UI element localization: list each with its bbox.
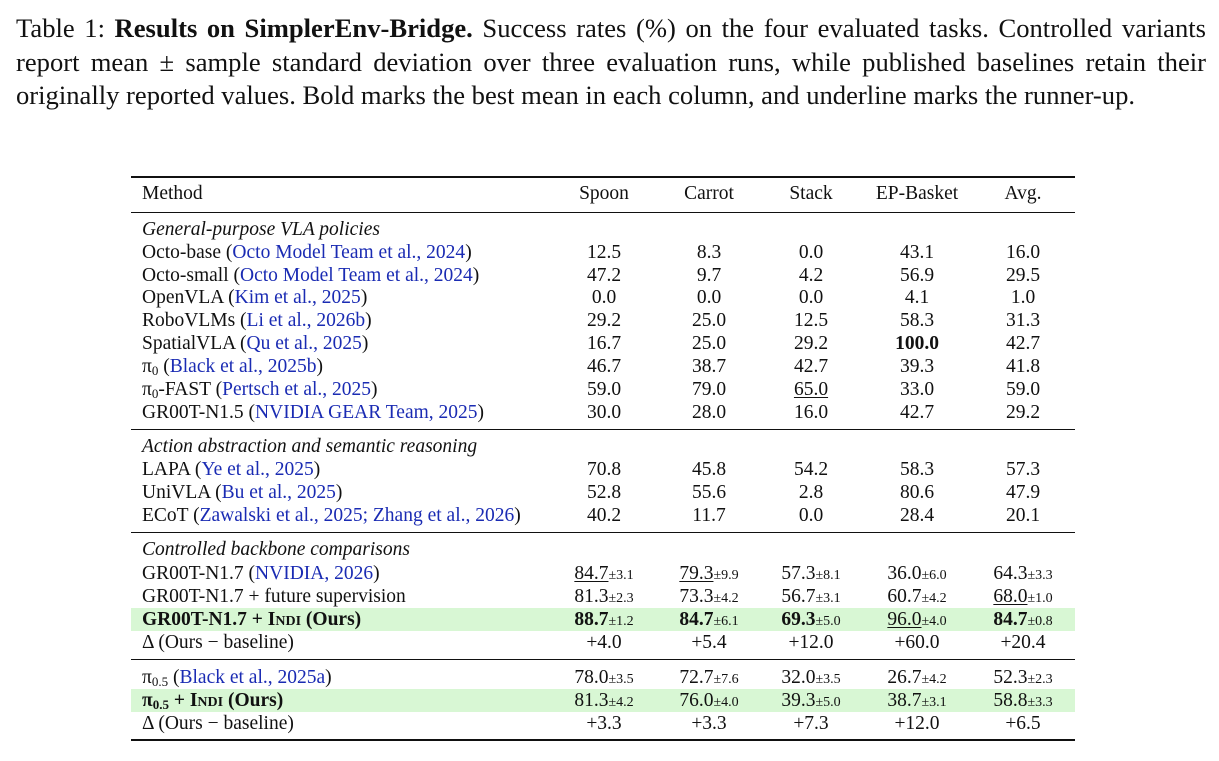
method-name: GR00T-N1.7 + future supervision <box>142 586 406 607</box>
section-title: Action abstraction and semantic reasoning <box>142 436 478 457</box>
citation-link[interactable]: Kim et al., 2025 <box>234 287 361 308</box>
cell-spoon: 78.0±3.5 <box>574 667 634 688</box>
cell-avg: 57.3 <box>1005 459 1041 480</box>
cell-spoon: 0.0 <box>591 287 617 308</box>
cell-ep-basket: 36.0±6.0 <box>887 563 947 584</box>
cell-carrot: +5.4 <box>691 632 727 653</box>
cell-spoon: 52.8 <box>586 482 622 503</box>
cell-carrot: 8.3 <box>696 242 722 263</box>
cell-avg: 41.8 <box>1005 356 1041 377</box>
cell-spoon: 16.7 <box>586 333 622 354</box>
cell-stack: +7.3 <box>793 713 829 734</box>
cell-ep-basket: +12.0 <box>894 713 940 734</box>
method-name: $\pi_0$ (Black et al., 2025b) <box>142 356 323 378</box>
cell-spoon: +4.0 <box>586 632 622 653</box>
cell-carrot: 25.0 <box>691 333 727 354</box>
cell-carrot: 72.7±7.6 <box>679 667 739 688</box>
cell-ep-basket: 26.7±4.2 <box>887 667 947 688</box>
cell-avg: 68.0±1.0 <box>993 586 1053 607</box>
table-row <box>131 458 1075 481</box>
citation-link[interactable]: Octo Model Team et al., 2024 <box>232 242 466 263</box>
cell-stack: 69.3±5.0 <box>781 609 841 630</box>
method-name: Octo-base (Octo Model Team et al., 2024) <box>142 242 472 263</box>
cell-carrot: 79.3±9.9 <box>679 563 739 584</box>
cell-stack: 56.7±3.1 <box>781 586 841 607</box>
cell-carrot: 0.0 <box>696 287 722 308</box>
citation-link[interactable]: Black et al., 2025b <box>169 356 317 377</box>
table-row <box>131 666 1075 689</box>
table-row <box>131 332 1075 355</box>
table-row <box>131 562 1075 585</box>
cell-stack: 2.8 <box>798 482 824 503</box>
section-rule <box>131 659 1075 660</box>
header-avg: Avg. <box>1004 183 1042 204</box>
section-heading <box>131 218 1075 241</box>
cell-carrot: 38.7 <box>691 356 727 377</box>
cell-ep-basket: 60.7±4.2 <box>887 586 947 607</box>
cell-avg: 29.5 <box>1005 265 1041 286</box>
cell-stack: 0.0 <box>798 505 824 526</box>
cell-avg: +20.4 <box>1000 632 1046 653</box>
cell-spoon: +3.3 <box>586 713 622 734</box>
cell-ep-basket: 43.1 <box>899 242 935 263</box>
citation-link[interactable]: NVIDIA GEAR Team, 2025 <box>255 402 478 423</box>
cell-spoon: 12.5 <box>586 242 622 263</box>
cell-ep-basket: 58.3 <box>899 310 935 331</box>
citation-link[interactable]: Pertsch et al., 2025 <box>222 379 372 400</box>
cell-ep-basket: 28.4 <box>899 505 935 526</box>
cell-avg: 16.0 <box>1005 242 1041 263</box>
cell-ep-basket: 42.7 <box>899 402 935 423</box>
header-stack: Stack <box>789 183 833 204</box>
cell-stack: 29.2 <box>793 333 829 354</box>
citation-link[interactable]: Zawalski et al., 2025; Zhang et al., 2026 <box>199 505 515 526</box>
cell-spoon: 84.7±3.1 <box>574 563 634 584</box>
table-header-row <box>131 182 1075 205</box>
cell-spoon: 81.3±4.2 <box>574 690 634 711</box>
citation-link[interactable]: Black et al., 2025a <box>179 667 326 688</box>
header-method: Method <box>142 183 203 204</box>
cell-carrot: 76.0±4.0 <box>679 690 739 711</box>
cell-stack: 0.0 <box>798 242 824 263</box>
citation-link[interactable]: Qu et al., 2025 <box>246 333 362 354</box>
top-rule <box>131 176 1075 178</box>
header-ep-basket: EP-Basket <box>875 183 959 204</box>
section-rule <box>131 429 1075 430</box>
caption-title: Results on SimplerEnv-Bridge. <box>114 13 473 43</box>
cell-carrot: 55.6 <box>691 482 727 503</box>
table-caption <box>16 12 1206 113</box>
cell-spoon: 30.0 <box>586 402 622 423</box>
method-name: $\pi_{0.5}$ (Black et al., 2025a) <box>142 667 332 689</box>
cell-avg: +6.5 <box>1005 713 1041 734</box>
cell-spoon: 81.3±2.3 <box>574 586 634 607</box>
cell-ep-basket: 58.3 <box>899 459 935 480</box>
table-row <box>131 241 1075 264</box>
cell-avg: 42.7 <box>1005 333 1041 354</box>
cell-ep-basket: 39.3 <box>899 356 935 377</box>
cell-ep-basket: 38.7±3.1 <box>887 690 947 711</box>
header-rule <box>131 212 1075 213</box>
caption-label: Table 1: <box>16 13 105 43</box>
citation-link[interactable]: NVIDIA, 2026 <box>255 563 374 584</box>
table-row-delta <box>131 631 1075 654</box>
cell-stack: 42.7 <box>793 356 829 377</box>
cell-ep-basket: 100.0 <box>895 333 939 354</box>
citation-link[interactable]: Octo Model Team et al., 2024 <box>240 265 473 286</box>
method-name: RoboVLMs (Li et al., 2026b) <box>142 310 372 331</box>
cell-stack: 57.3±8.1 <box>781 563 841 584</box>
cell-stack: 65.0 <box>793 379 829 400</box>
table-row <box>131 504 1075 527</box>
method-name: OpenVLA (Kim et al., 2025) <box>142 287 368 308</box>
cell-carrot: 73.3±4.2 <box>679 586 739 607</box>
cell-stack: +12.0 <box>788 632 834 653</box>
citation-link[interactable]: Li et al., 2026b <box>246 310 366 331</box>
method-name: SpatialVLA (Qu et al., 2025) <box>142 333 369 354</box>
cell-avg: 29.2 <box>1005 402 1041 423</box>
cell-stack: 39.3±5.0 <box>781 690 841 711</box>
method-name: GR00T-N1.7 + Indi (Ours) <box>142 609 362 630</box>
section-title: General-purpose VLA policies <box>142 219 380 240</box>
cell-ep-basket: 4.1 <box>904 287 930 308</box>
cell-avg: 31.3 <box>1005 310 1041 331</box>
cell-ep-basket: 33.0 <box>899 379 935 400</box>
section-rule <box>131 532 1075 533</box>
method-name: $\pi_{0.5}$ + Indi (Ours) <box>142 690 284 712</box>
cell-stack: 0.0 <box>798 287 824 308</box>
method-name: Δ (Ours − baseline) <box>142 632 294 653</box>
section-heading <box>131 435 1075 458</box>
cell-stack: 54.2 <box>793 459 829 480</box>
cell-ep-basket: 96.0±4.0 <box>887 609 947 630</box>
cell-ep-basket: 56.9 <box>899 265 935 286</box>
caption-text: Success rates (%) on the four evaluated tasks. Controlled variants report mean ± sample standard deviation over three evaluation runs, while published baselines retain their originally reported values. Bold marks the best mean in each column, and underline marks the runner-up. <box>16 13 1206 110</box>
table-row <box>131 286 1075 309</box>
header-carrot: Carrot <box>684 183 734 204</box>
section-heading <box>131 538 1075 561</box>
table-row <box>131 378 1075 401</box>
cell-avg: 1.0 <box>1010 287 1036 308</box>
cell-avg: 59.0 <box>1005 379 1041 400</box>
table-row <box>131 401 1075 424</box>
header-spoon: Spoon <box>579 183 629 204</box>
table-row <box>131 481 1075 504</box>
cell-avg: 52.3±2.3 <box>993 667 1053 688</box>
cell-stack: 12.5 <box>793 310 829 331</box>
cell-stack: 16.0 <box>793 402 829 423</box>
citation-link[interactable]: Ye et al., 2025 <box>201 459 314 480</box>
cell-stack: 4.2 <box>798 265 824 286</box>
cell-stack: 32.0±3.5 <box>781 667 841 688</box>
citation-link[interactable]: Bu et al., 2025 <box>221 482 336 503</box>
method-name: GR00T-N1.5 (NVIDIA GEAR Team, 2025) <box>142 402 485 423</box>
cell-spoon: 46.7 <box>586 356 622 377</box>
method-name: LAPA (Ye et al., 2025) <box>142 459 321 480</box>
table-row <box>131 264 1075 287</box>
cell-avg: 58.8±3.3 <box>993 690 1053 711</box>
bottom-rule <box>131 739 1075 741</box>
cell-avg: 20.1 <box>1005 505 1041 526</box>
method-name: Octo-small (Octo Model Team et al., 2024) <box>142 265 480 286</box>
cell-carrot: 9.7 <box>696 265 722 286</box>
cell-spoon: 29.2 <box>586 310 622 331</box>
cell-spoon: 59.0 <box>586 379 622 400</box>
cell-carrot: 25.0 <box>691 310 727 331</box>
cell-avg: 47.9 <box>1005 482 1041 503</box>
method-name: Δ (Ours − baseline) <box>142 713 294 734</box>
cell-spoon: 70.8 <box>586 459 622 480</box>
cell-ep-basket: 80.6 <box>899 482 935 503</box>
method-name: ECoT (Zawalski et al., 2025; Zhang et al., 2026) <box>142 505 521 526</box>
cell-carrot: +3.3 <box>691 713 727 734</box>
table-row-delta <box>131 712 1075 735</box>
cell-carrot: 28.0 <box>691 402 727 423</box>
cell-avg: 64.3±3.3 <box>993 563 1053 584</box>
cell-carrot: 79.0 <box>691 379 727 400</box>
method-name: GR00T-N1.7 (NVIDIA, 2026) <box>142 563 380 584</box>
cell-avg: 84.7±0.8 <box>993 609 1053 630</box>
cell-carrot: 84.7±6.1 <box>679 609 739 630</box>
table-row-ours <box>131 608 1075 631</box>
cell-spoon: 47.2 <box>586 265 622 286</box>
table-row-ours <box>131 689 1075 712</box>
table-row <box>131 585 1075 608</box>
table-row <box>131 355 1075 378</box>
method-name: UniVLA (Bu et al., 2025) <box>142 482 343 503</box>
cell-spoon: 40.2 <box>586 505 622 526</box>
section-title: Controlled backbone comparisons <box>142 539 410 560</box>
cell-carrot: 11.7 <box>692 505 726 526</box>
cell-spoon: 88.7±1.2 <box>574 609 634 630</box>
cell-carrot: 45.8 <box>691 459 727 480</box>
table-row <box>131 309 1075 332</box>
method-name: $\pi_0$-FAST (Pertsch et al., 2025) <box>142 379 378 401</box>
cell-ep-basket: +60.0 <box>894 632 940 653</box>
